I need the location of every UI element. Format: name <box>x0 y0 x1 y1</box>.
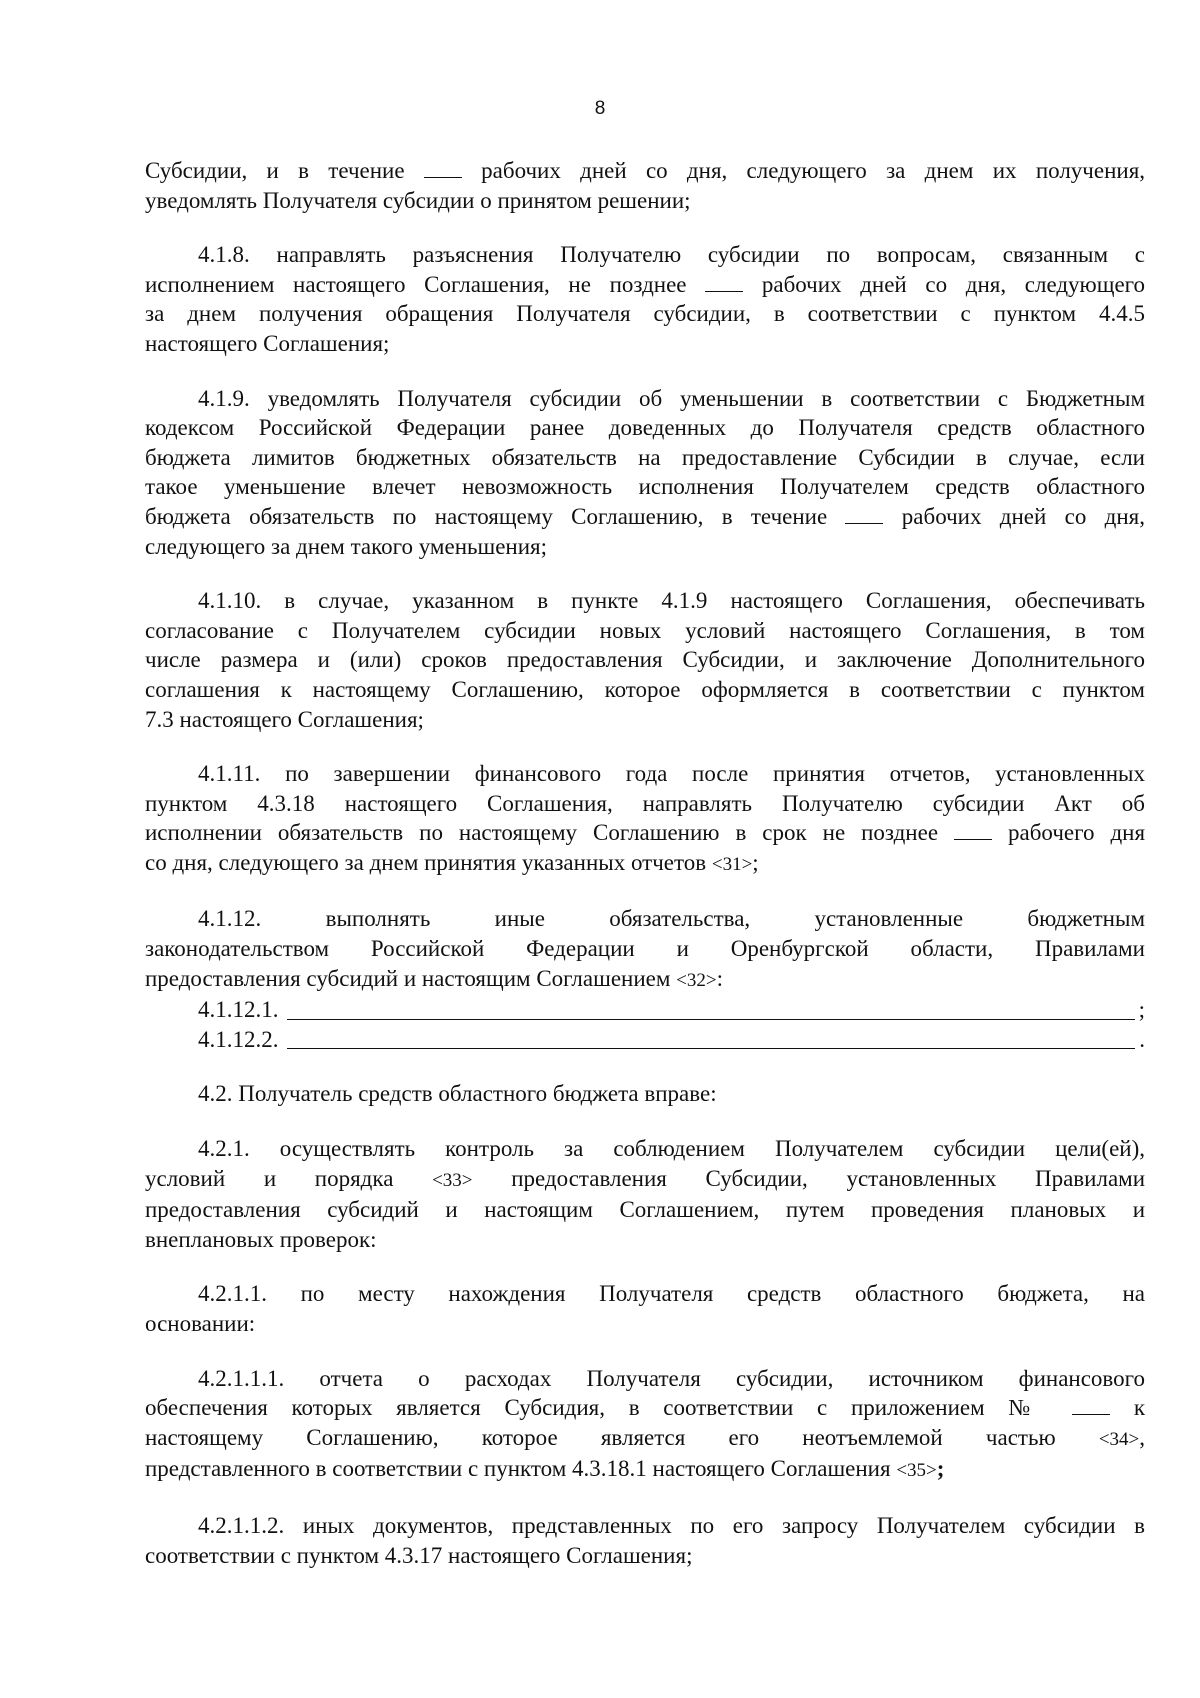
blank-field <box>1072 1396 1110 1415</box>
blank-field <box>845 505 883 524</box>
footnote-ref: <32> <box>676 969 717 991</box>
fill-in-line <box>287 997 1135 1020</box>
subitem-4-1-12-2: 4.1.12.2. . <box>198 1026 1145 1052</box>
footnote-ref: <35> <box>896 1460 937 1482</box>
paragraph-4-2-1-1-1: 4.2.1.1.1. отчета о расходах Получателя субсидии, источником финансового обеспечения которых является Субсидия, в соответствии с приложением № к настоящему Соглашению, которое является его неотъемлемой частью <34>, представленного в соответствии с пунктом 4.3.18.1 настоящего Соглашения <35>; <box>145 1365 1146 1482</box>
paragraph-4-2-1-1: 4.2.1.1. по месту нахождения Получателя средств областного бюджета, на основании: <box>145 1281 1145 1336</box>
document-body <box>145 156 1145 1595</box>
paragraph-4-1-10: 4.1.10. в случае, указанном в пункте 4.1.9 настоящего Соглашения, обеспечивать согласование с Получателем субсидии новых условий настоящего Соглашения, в том числе размера и (или) сроков предоставления Субсидии, и заключение Дополнительного соглашения к настоящему Соглашению, которое оформляется в соответствии с пунктом 7.3 настоящего Соглашения; <box>145 588 1145 732</box>
paragraph-4-1-12: 4.1.12. выполнять иные обязательства, установленные бюджетным законодательством Российской Федерации и Оренбургской области, Правилами предоставления субсидий и настоящим Соглашением <32>: 4.1.12.1. ; 4.1.12.2. . <box>145 904 1145 1054</box>
paragraph-4-1-11: 4.1.11. по завершении финансового года после принятия отчетов, установленных пунктом 4.3.18 настоящего Соглашения, направлять Получателю субсидии Акт об исполнении обязательств по настоящему Соглашению в срок не позднее рабочего дня со дня, следующего за днем принятия указанных отчетов <31>; <box>145 761 1146 875</box>
footnote-ref: <33> <box>432 1169 473 1191</box>
paragraph-4-2-1: 4.2.1. осуществлять контроль за соблюдением Получателем субсидии цели(ей), условий и порядка <33> предоставления Субсидии, установленных Правилами предоставления субсидий и настоящим Соглашением, путем проведения плановых и внеплановых проверок: <box>145 1136 1146 1252</box>
page-number: 8 <box>594 98 606 119</box>
footnote-ref: <31> <box>711 853 753 875</box>
paragraph-4-2-1-1-2: 4.2.1.1.2. иных документов, представленных по его запросу Получателем субсидии в соответствии с пунктом 4.3.17 настоящего Соглашения; <box>145 1512 1145 1568</box>
paragraph-continuation: Субсидии, и в течение рабочих дней со дня, следующего за днем их получения, уведомлять Получателя субсидии о принятом решении; <box>145 158 1146 213</box>
fill-in-line <box>287 1026 1136 1049</box>
blank-field <box>424 159 462 178</box>
paragraph-4-1-8: 4.1.8. направлять разъяснения Получателю субсидии по вопросам, связанным с исполнением настоящего Соглашения, не позднее рабочих дней со дня, следующего за днем получения обращения Получателя субсидии, в соответствии с пунктом 4.4.5 настоящего Соглашения; <box>145 242 1146 356</box>
subitem-4-1-12-1: 4.1.12.1. ; <box>198 997 1145 1023</box>
blank-field <box>705 273 743 292</box>
footnote-ref: <34> <box>1098 1428 1140 1450</box>
paragraph-4-2: 4.2. Получатель средств областного бюджета вправе: <box>198 1081 717 1107</box>
blank-field <box>954 821 992 840</box>
paragraph-4-1-9: 4.1.9. уведомлять Получателя субсидии об уменьшении в соответствии с Бюджетным кодексом Российской Федерации ранее доведенных до Получателя средств областного бюджета лимитов бюджетных обязательств на предоставление Субсидии в случае, если такое уменьшение влечет невозможность исполнения Получателем средств областного бюджета обязательств по настоящему Соглашению, в течение рабочих дней со дня, следующего за днем такого уменьшения; <box>145 385 1145 559</box>
